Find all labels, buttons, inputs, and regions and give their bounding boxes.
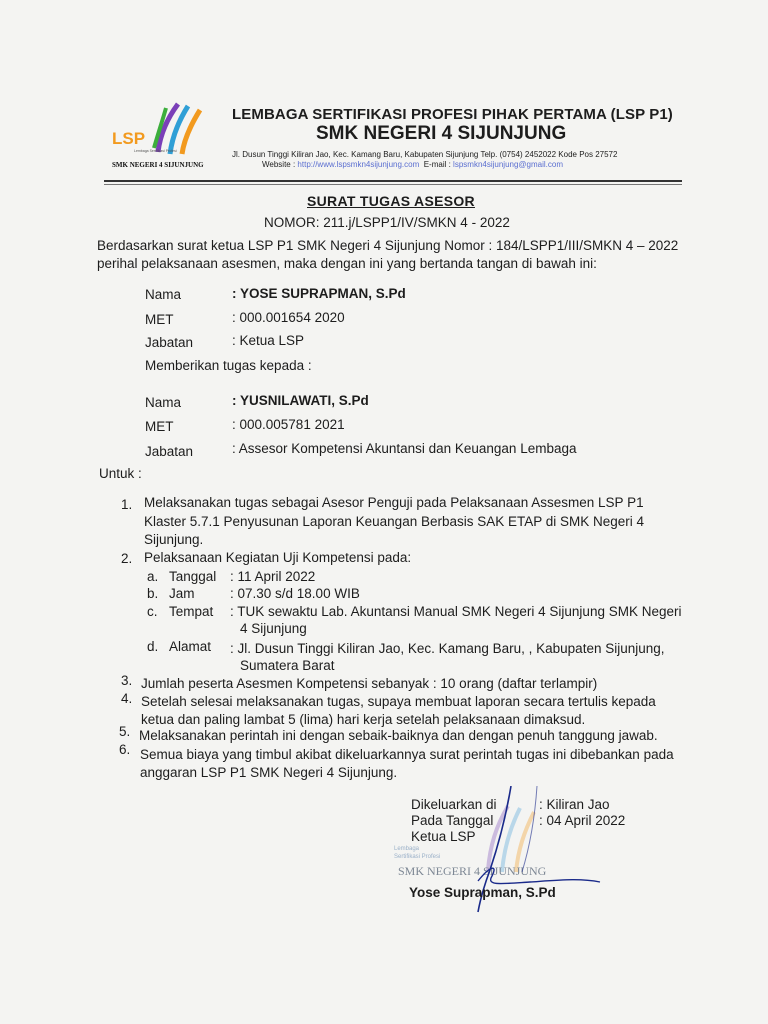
sub-b-label: Jam [169, 586, 195, 601]
website-label: Website : [262, 160, 298, 169]
issued-at-label: Dikeluarkan di [411, 797, 497, 812]
assessor-name-label: Nama [145, 395, 182, 410]
sub-c-letter: c. [147, 604, 158, 619]
assign-text: Memberikan tugas kepada : [145, 358, 312, 373]
sub-a-label: Tanggal [169, 569, 217, 584]
svg-text:Sertifikasi Profesi: Sertifikasi Profesi [394, 854, 441, 860]
lsp-logo [108, 100, 218, 180]
sub-c-value-line-1: : TUK sewaktu Lab. Akuntansi Manual SMK Negeri 4 Sijunjung SMK Negeri [230, 604, 682, 619]
intro-line-1: Berdasarkan surat ketua LSP P1 SMK Negeri 4 Sijunjung Nomor : 184/LSPP1/III/SMKN 4 – 2022 [97, 238, 679, 253]
signer-position: Ketua LSP [411, 829, 476, 844]
issuer-name-label: Nama [145, 287, 182, 302]
item-1-line-2: Klaster 5.7.1 Penyusunan Laporan Keuangan Berbasis SAK ETAP di SMK Negeri 4 [144, 514, 645, 529]
item-4-line-1: Setelah selesai melaksanakan tugas, supaya membuat laporan secara tertulis kepada [141, 694, 656, 709]
svg-text:Lembaga: Lembaga [394, 846, 420, 852]
item-6-line-1: Semua biaya yang timbul akibat dikeluarkannya surat perintah tugas ini dibebankan pada [140, 747, 674, 762]
signer-name: Yose Suprapman, S.Pd [409, 885, 556, 900]
assessor-met-label: MET [145, 419, 174, 434]
issued-at-value: : Kiliran Jao [539, 797, 610, 812]
contact-line [262, 160, 563, 169]
issued-date-value: : 04 April 2022 [539, 813, 626, 828]
item-2-text: Pelaksanaan Kegiatan Uji Kompetensi pada: [144, 550, 412, 565]
assessor-met-value: : 000.005781 2021 [232, 417, 345, 432]
sub-c-label: Tempat [169, 604, 214, 619]
item-2-number: 2. [121, 551, 133, 566]
header-divider-thin [104, 184, 682, 185]
sub-d-label: Alamat [169, 639, 212, 654]
item-1-number: 1. [121, 497, 133, 512]
sub-a-value: : 11 April 2022 [230, 569, 316, 584]
item-1-line-3: Sijunjung. [144, 532, 204, 547]
sub-d-letter: d. [147, 639, 159, 654]
address-line: Jl. Dusun Tinggi Kiliran Jao, Kec. Kamang Baru, Kabupaten Sijunjung Telp. (0754) 2452022 Kode Pos 27572 [232, 150, 618, 159]
issuer-met-label: MET [145, 312, 174, 327]
assessor-jabatan-value: : Assesor Kompetensi Akuntansi dan Keuangan Lembaga [232, 441, 577, 456]
website-link[interactable]: http://www.lspsmkn4sijunjung.com [297, 160, 420, 169]
letter-title: SURAT TUGAS ASESOR [307, 193, 475, 209]
untuk-heading: Untuk : [99, 466, 142, 481]
sub-b-letter: b. [147, 586, 159, 601]
issuer-name-value: : YOSE SUPRAPMAN, S.Pd [232, 286, 406, 301]
item-3-number: 3. [121, 673, 133, 688]
sub-a-letter: a. [147, 569, 159, 584]
issuer-jabatan-label: Jabatan [145, 335, 194, 350]
item-6-number: 6. [119, 742, 131, 757]
issuer-met-value: : 000.001654 2020 [232, 310, 345, 325]
intro-line-2: perihal pelaksanaan asesmen, maka dengan ini yang bertanda tangan di bawah ini: [97, 256, 597, 271]
assessor-jabatan-label: Jabatan [145, 444, 194, 459]
svg-text:SMK NEGERI 4 SIJUNJUNG: SMK NEGERI 4 SIJUNJUNG [112, 161, 204, 169]
svg-text:Lembaga Sertifikasi Profesi: Lembaga Sertifikasi Profesi [134, 149, 177, 153]
sub-d-value-line-1: : Jl. Dusun Tinggi Kiliran Jao, Kec. Kamang Baru, , Kabupaten Sijunjung, [230, 641, 665, 656]
sub-b-value: : 07.30 s/d 18.00 WIB [230, 586, 360, 601]
item-4-number: 4. [121, 691, 133, 706]
school-name: SMK NEGERI 4 SIJUNJUNG [316, 123, 567, 144]
email-label: E-mail : [423, 160, 454, 169]
item-5-text: Melaksanakan perintah ini dengan sebaik-baiknya dan dengan penuh tanggung jawab. [139, 728, 658, 743]
item-4-line-2: ketua dan paling lambat 5 (lima) hari kerja setelah pelaksanaan dimaksud. [141, 712, 586, 727]
item-5-number: 5. [119, 724, 131, 739]
item-6-line-2: anggaran LSP P1 SMK Negeri 4 Sijunjung. [140, 765, 398, 780]
letter-number: NOMOR: 211.j/LSPP1/IV/SMKN 4 - 2022 [264, 215, 510, 230]
sub-c-value-line-2: 4 Sijunjung [240, 621, 307, 636]
email-link[interactable]: lspsmkn4sijunjung@gmail.com [453, 160, 563, 169]
institution-name: LEMBAGA SERTIFIKASI PROFESI PIHAK PERTAMA (LSP P1) [232, 106, 673, 123]
header-divider [104, 180, 682, 182]
assessor-name-value: : YUSNILAWATI, S.Pd [232, 393, 369, 408]
svg-text:LSP: LSP [112, 129, 146, 148]
item-3-text: Jumlah peserta Asesmen Kompetensi sebanyak : 10 orang (daftar terlampir) [141, 676, 598, 691]
item-1-line-1: Melaksanakan tugas sebagai Asesor Penguji pada Pelaksanaan Assesmen LSP P1 [144, 495, 644, 510]
sub-d-value-line-2: Sumatera Barat [240, 658, 335, 673]
issuer-jabatan-value: : Ketua LSP [232, 333, 305, 348]
svg-text:SMK NEGERI 4 SIJUNJUNG: SMK NEGERI 4 SIJUNJUNG [398, 864, 547, 878]
issued-date-label: Pada Tanggal [411, 813, 494, 828]
